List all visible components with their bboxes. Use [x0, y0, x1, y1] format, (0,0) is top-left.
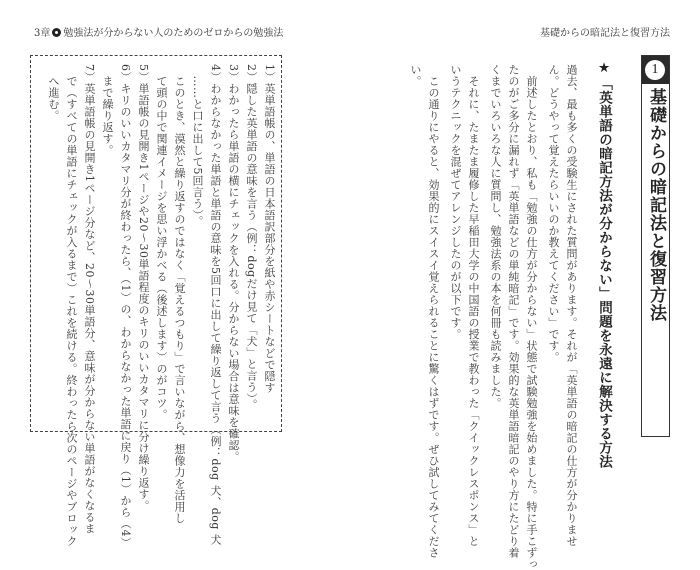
chapter-title: 勉強法が分からない人のためのゼロからの勉強法: [63, 28, 284, 39]
step-4-line-4: て頭の中で関連イメージを思い浮かべる（後述します）のがコツ。: [155, 64, 168, 421]
step-4-line-2: ……と口に出して5回言う）。: [191, 64, 204, 227]
headline: ★「英単語の暗記方法が分からない」問題を永遠に解決する方法: [596, 60, 612, 469]
step-6-line-2: まで繰り返す。: [101, 64, 114, 156]
step-7-line-2: で（すべての単語にチェックが入るまで）これを続ける。終わったら次のページやブロック: [65, 64, 78, 547]
body-line-6: それに、たまたま履修した早稲田大学の中国語の授業で教わった「クイックレスポンス」と: [467, 64, 480, 547]
body-line-2: ん。どうやって覚えたらいいのか教えてください」です。: [547, 64, 560, 363]
step-4-line-3: このとき、漠然と繰り返すのではなく「覚えるつもり」で言いながら、想像力を活用し: [173, 64, 186, 524]
step-6-line-1: 6）キリのいいカタマリ分が終わったら、（1）の、わからなかった単語に戻り（1）から（4）: [119, 64, 132, 549]
section-number-cap: [642, 56, 669, 84]
chapter-label: 3章: [34, 28, 51, 39]
right-running-head: 基礎からの暗記法と復習方法: [540, 28, 670, 39]
body-line-1: 過去、最も多くの受験生にされた質問があります。それが「英単語の暗記の仕方が分かりませ: [565, 64, 578, 547]
step-4-line-1: 4）わからなかった単語と単語の意味を5回口に出して繰り返して言う（例：dog 犬、dog 犬: [209, 64, 222, 546]
body-line-4: たのがご多分に漏れず「英単語などの単純暗記」です。効果的な英単語暗記のやり方にたどり着: [507, 64, 520, 559]
step-1: 1）英単語帳の、単語の日本語訳部分を紙や赤シートなどで隠す: [263, 64, 276, 394]
body-line-5: くまでいろいろな人に質問し、勉強法系の本を何冊も読みました。: [489, 64, 502, 409]
step-2: 2）隠した英単語の意味を言う（例：dogだけ見て「犬」と言う）。: [245, 64, 258, 411]
section-number-badge: 1: [645, 60, 665, 80]
body-line-7: いうテクニックを混ぜてアレンジしたのが以下です。: [449, 64, 462, 340]
step-3: 3）わかったら単語の横にチェックを入れる。分からない場合は意味を確認。: [227, 64, 240, 463]
step-5: 5）単語帳の見開き1ページや20～30単語程度のキリのいいカタマリに分け繰り返す。: [137, 64, 150, 512]
body-line-9: い。: [409, 64, 422, 87]
body-line-8: この通りにやると、効果的にスイスイ覚えられることに驚くはずです。ぜひ試してみてくださ: [427, 64, 440, 559]
chapter-bullet-icon: [52, 28, 61, 37]
section-title: 基礎からの暗記法と復習方法: [646, 88, 666, 322]
step-7-line-1: 7）英単語帳の見開き1ページ分など、20～30単語分、意味が分からない単語がなくなるま: [83, 64, 96, 535]
section-title-bar: [641, 55, 670, 437]
step-7-line-3: へ進む。: [47, 64, 60, 122]
body-line-3: 前述したとおり、私も「勉強の仕方が分からない」状態で試験勉強を始めました。特に手こずっ: [525, 64, 538, 570]
left-running-head: [34, 24, 283, 39]
